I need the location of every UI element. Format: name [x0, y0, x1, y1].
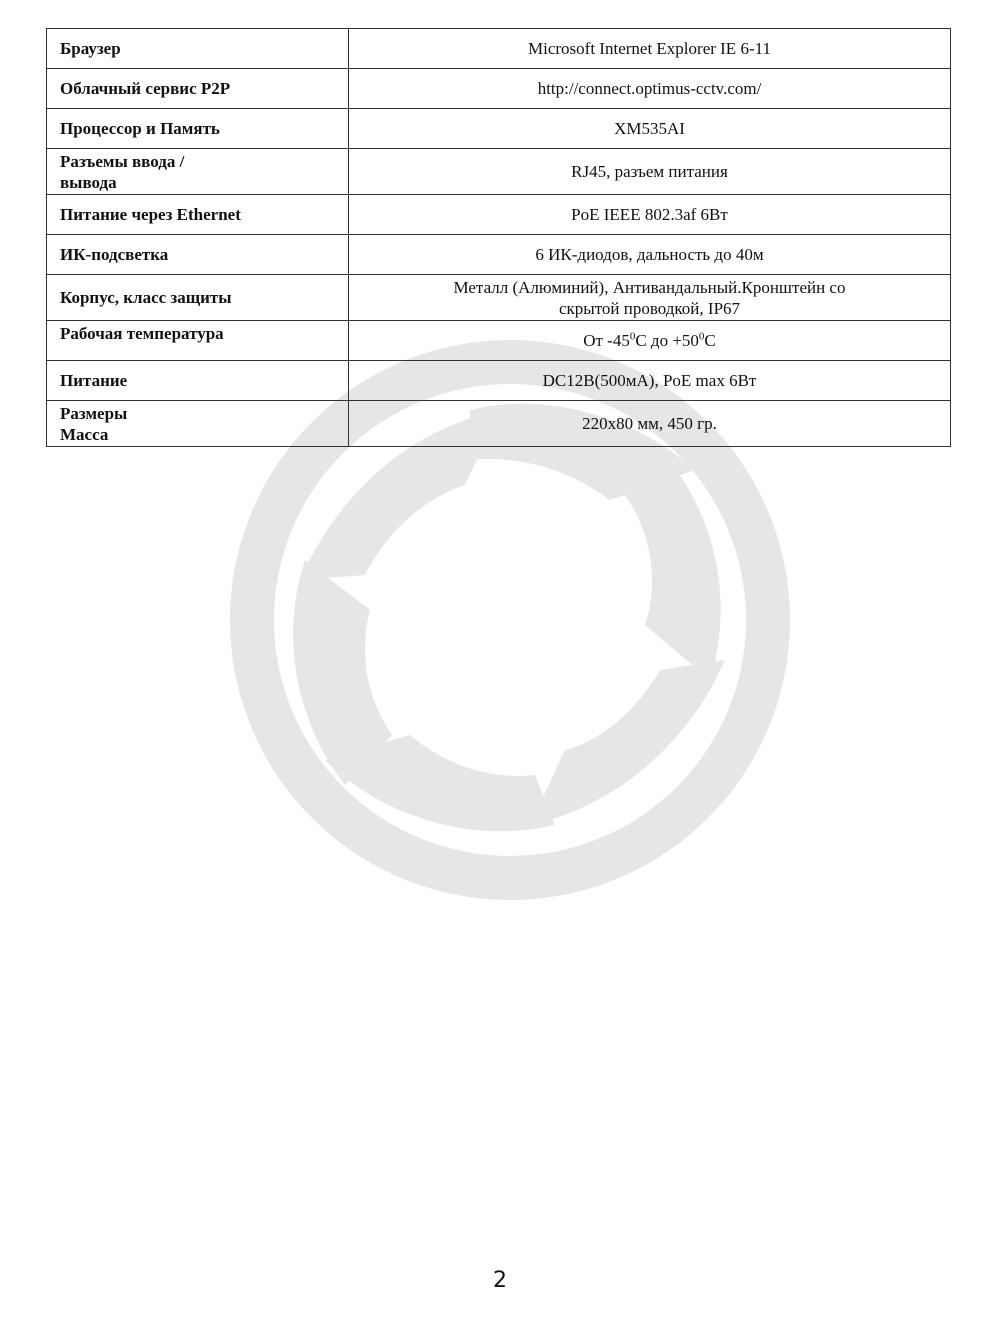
table-row	[47, 361, 951, 401]
spec-label: ИК-подсветка	[47, 235, 349, 275]
spec-label: Браузер	[47, 29, 349, 69]
spec-label: Питание	[47, 361, 349, 401]
spec-value: DC12В(500мА), PoE max 6Вт	[349, 361, 951, 401]
table-row	[47, 321, 951, 361]
page-number: 2	[493, 1268, 507, 1293]
spec-value: XM535AI	[349, 109, 951, 149]
spec-label: Размеры Масса	[47, 401, 349, 447]
spec-value: Металл (Алюминий), Антивандальный.Кронштейн со скрытой проводкой, IP67	[349, 275, 951, 321]
spec-label: Облачный сервис P2P	[47, 69, 349, 109]
spec-table	[46, 28, 951, 447]
spec-value: 6 ИК-диодов, дальность до 40м	[349, 235, 951, 275]
spec-value: http://connect.optimus-cctv.com/	[349, 69, 951, 109]
spec-value: RJ45, разъем питания	[349, 149, 951, 195]
spec-value: Microsoft Internet Explorer IE 6-11	[349, 29, 951, 69]
spec-label: Разъемы ввода / вывода	[47, 149, 349, 195]
table-row	[47, 275, 951, 321]
table-row	[47, 69, 951, 109]
table-row	[47, 149, 951, 195]
table-row	[47, 235, 951, 275]
spec-label: Питание через Ethernet	[47, 195, 349, 235]
spec-value: 220x80 мм, 450 гр.	[349, 401, 951, 447]
table-row	[47, 29, 951, 69]
spec-label: Корпус, класс защиты	[47, 275, 349, 321]
spec-label: Рабочая температура	[47, 321, 349, 361]
table-row	[47, 195, 951, 235]
spec-value: PoE IEEE 802.3af 6Вт	[349, 195, 951, 235]
spec-value: От $-45^0C$ до $+50^0C$	[349, 321, 951, 361]
table-row	[47, 401, 951, 447]
spec-label: Процессор и Память	[47, 109, 349, 149]
table-row	[47, 109, 951, 149]
